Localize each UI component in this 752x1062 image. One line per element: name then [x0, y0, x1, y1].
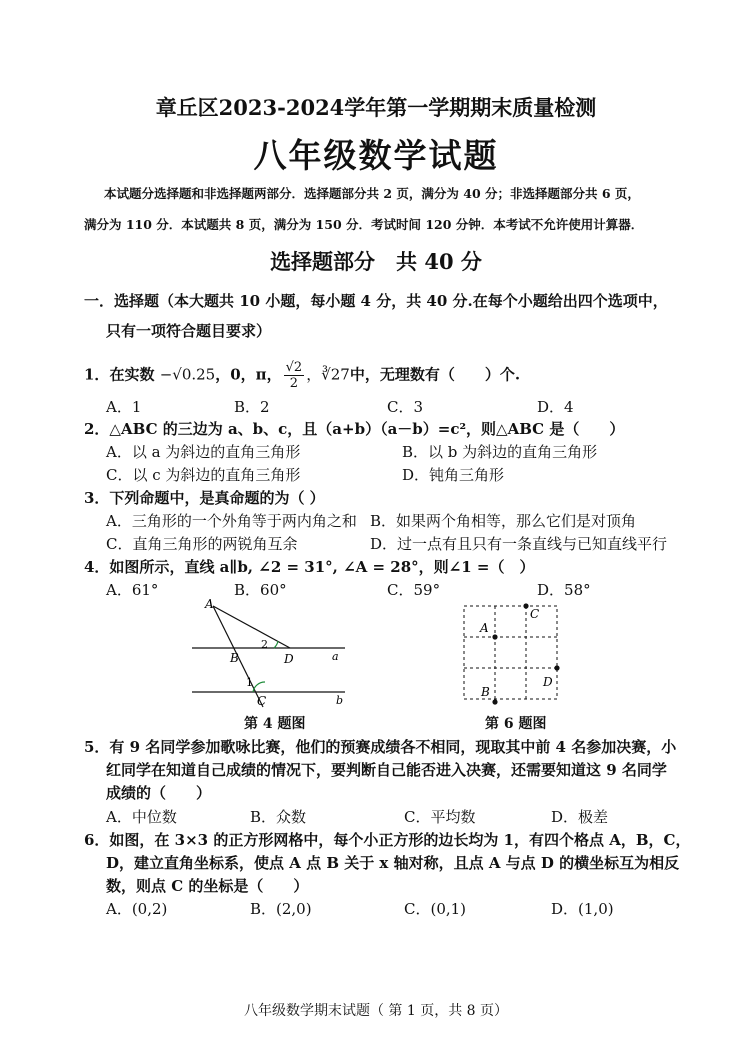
q1-option-d: D．4: [537, 398, 574, 416]
point-B: [492, 699, 497, 704]
q1-tail: 中，无理数有（ ）个.: [349, 365, 521, 384]
figure-6-grid: [455, 598, 565, 710]
q5-stem-line2: 红同学在知道自己成绩的情况下，要判断自己能否进入决赛，还需要知道这 9 名同学: [106, 761, 667, 779]
label-A: A: [480, 621, 489, 635]
label-angle-1: 1: [246, 676, 253, 689]
label-a: a: [332, 650, 339, 663]
label-B: B: [230, 651, 239, 665]
q5-stem-line1: 5．有 9 名同学参加歌咏比赛，他们的预赛成绩各不相同，现取其中前 4 名参加决赛，小: [84, 738, 677, 756]
q3-option-b: B．如果两个角相等，那么它们是对顶角: [370, 512, 637, 530]
q5-stem-line3: 成绩的（ ）: [106, 784, 212, 802]
q6-stem-line3: 数，则点 C 的坐标是（ ）: [106, 877, 309, 895]
q1-mid: ，0，π，: [215, 365, 282, 384]
q1-option-c: C．3: [387, 398, 424, 416]
q1-number: 1．: [84, 365, 110, 384]
label-angle-2: 2: [261, 638, 268, 651]
q6-stem-line1: 6．如图，在 3×3 的正方形网格中，每个小正方形的边长均为 1，有四个格点 A，B，C，: [84, 831, 691, 849]
q5-option-c: C．平均数: [404, 808, 476, 826]
q1-sqrt-025: −√0.25: [159, 365, 216, 384]
figure-4-caption: 第 4 题图: [244, 716, 306, 732]
q3-option-a: A．三角形的一个外角等于两内角之和: [106, 512, 357, 530]
q3-option-d: D．过一点有且只有一条直线与已知直线平行: [370, 535, 668, 553]
label-C: C: [257, 694, 267, 708]
q2-stem: 2．△ABC 的三边为 a、b、c，且（a+b）（a－b）=c²，则△ABC 是（ ）: [84, 420, 625, 438]
q4-option-a: A．61°: [106, 581, 159, 599]
q2-option-d: D．钝角三角形: [402, 466, 505, 484]
label-D: D: [543, 675, 553, 689]
subject-title: 八年级数学试题: [253, 136, 499, 175]
q1-stem: [84, 360, 520, 391]
q5-option-d: D．极差: [551, 808, 609, 826]
q3-stem: 3．下列命题中，是真命题的为（ ）: [84, 489, 325, 507]
q4-option-c: C．59°: [387, 581, 441, 599]
figure-4-diagram: [185, 596, 365, 712]
point-D: [554, 665, 559, 670]
point-A: [492, 634, 497, 639]
label-C: C: [530, 607, 540, 621]
label-D: D: [284, 652, 294, 666]
q1-option-a: A．1: [106, 398, 142, 416]
exam-title: 章丘区2023-2024学年第一学期期末质量检测: [155, 95, 597, 120]
page-footer: 八年级数学期末试题（ 第 1 页，共 8 页）: [243, 1003, 509, 1019]
q2-option-b: B．以 b 为斜边的直角三角形: [402, 443, 598, 461]
q6-stem-line2: D，建立直角坐标系，使点 A 点 B 关于 x 轴对称，且点 A 与点 D 的横坐标互为相反: [106, 854, 680, 872]
section-title: 选择题部分 共 40 分: [270, 249, 482, 274]
label-b: b: [336, 694, 344, 707]
label-A: A: [205, 597, 214, 611]
figure-6-caption: 第 6 题图: [485, 716, 547, 732]
q3-option-c: C．直角三角形的两锐角互余: [106, 535, 298, 553]
q6-option-c: C．(0,1): [404, 900, 467, 918]
q1-fraction-denominator: 2: [289, 376, 299, 391]
q2-option-c: C．以 c 为斜边的直角三角形: [106, 466, 301, 484]
q4-option-d: D．58°: [537, 581, 591, 599]
q1-option-b: B．2: [234, 398, 270, 416]
q4-option-b: B．60°: [234, 581, 287, 599]
q6-option-b: B．(2,0): [250, 900, 312, 918]
section-instruction-2: 只有一项符合题目要求）: [106, 322, 272, 340]
section-instruction-1: 一．选择题（本大题共 10 小题，每小题 4 分，共 40 分.在每个小题给出四个选项中，: [84, 292, 668, 310]
q4-stem: 4．如图所示，直线 a∥b, ∠2 = 31°, ∠A = 28°，则∠1 =（ ）: [84, 558, 535, 576]
exam-note-line1: 本试题分选择题和非选择题两部分．选择题部分共 2 页，满分为 40 分；非选择题部分共 6 页，: [104, 186, 640, 201]
exam-note-line2: 满分为 110 分．本试题共 8 页，满分为 150 分．考试时间 120 分钟．本考试不允许使用计算器．: [84, 217, 644, 232]
q1-cbrt-27: ，∛27: [306, 365, 350, 384]
q6-option-a: A．(0,2): [106, 900, 168, 918]
q1-fraction-numerator: √2: [285, 360, 303, 375]
angle-2-arc: [274, 641, 278, 648]
label-B: B: [481, 685, 490, 699]
q6-option-d: D．(1,0): [551, 900, 614, 918]
q1-lead: 在实数: [109, 365, 155, 384]
q1-fraction: [284, 360, 305, 391]
q5-option-b: B．众数: [250, 808, 307, 826]
point-C: [523, 603, 528, 608]
q2-option-a: A．以 a 为斜边的直角三角形: [106, 443, 301, 461]
q5-option-a: A．中位数: [106, 808, 177, 826]
